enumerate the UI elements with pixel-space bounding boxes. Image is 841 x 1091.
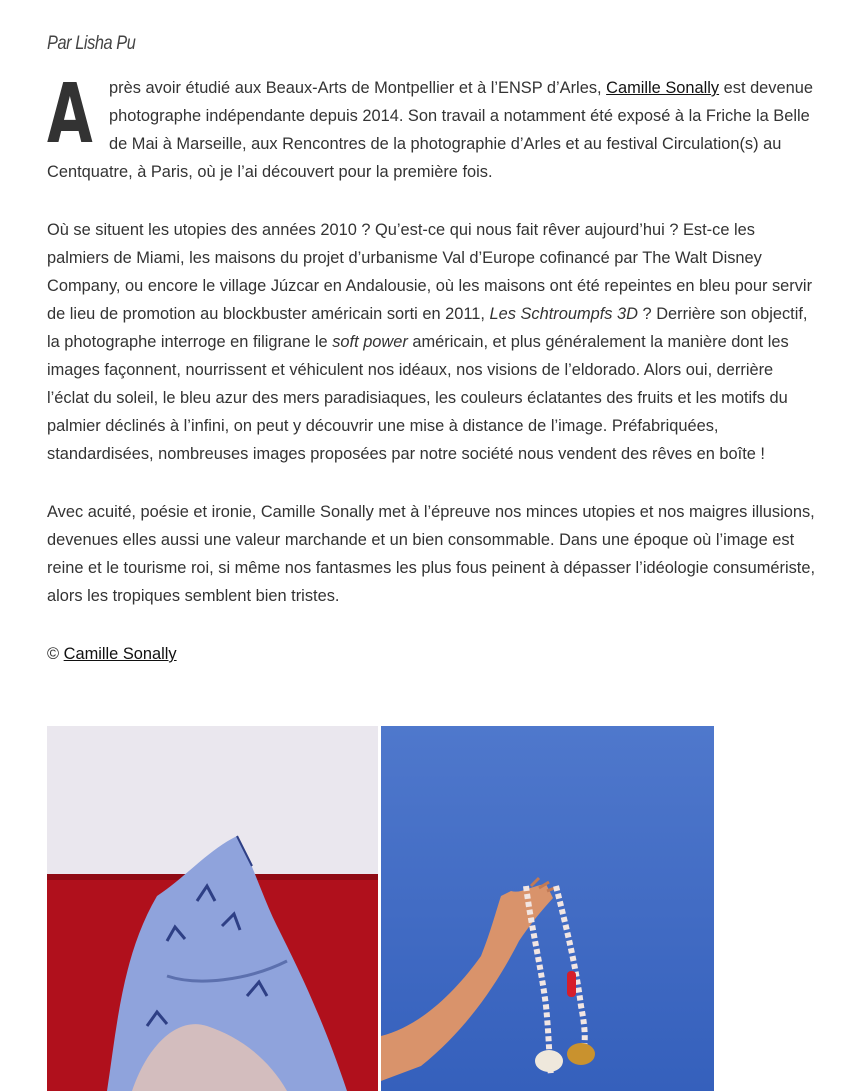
film-title: Les Schtroumpfs 3D (489, 305, 638, 323)
byline: Par Lisha Pu (47, 33, 136, 54)
photo-pearl-necklace[interactable] (381, 726, 714, 1091)
photo-credit (47, 640, 817, 668)
photo-gallery (47, 726, 714, 1091)
paragraph-intro (47, 67, 817, 186)
intro-text-after: est devenue photographe indépendante depuis 2014. Son travail a notamment été exposé à la Friche la Belle de Mai à Marseille, aux Rencontres de la photographie d’Arles et au festival Circulation(s) au Centquatre, à Paris, où je l’ai découvert pour la première fois. (47, 79, 813, 181)
copyright-symbol: © (47, 645, 60, 663)
utopias-text-b: ? Derrière son objectif, la photographe interroge en filigrane le (47, 305, 808, 351)
drop-cap: A (47, 67, 93, 162)
article-body (47, 67, 817, 698)
photo-palm-pillow[interactable] (47, 726, 378, 1091)
paragraph-utopias (47, 216, 817, 468)
utopias-text-c: américain, et plus généralement la manière dont les images façonnent, nourrissent et véhiculent nos idéaux, nos visions de l’eldorado. Alors oui, derrière l’éclat du soleil, le bleu azur des mers paradisiaques, les couleurs éclatantes des fruits et les motifs du palmier déclinés à l’infini, on peut y découvrir une mise à distance de l’image. Préfabriquées, standardisées, nombreuses images proposées par notre société nous vendent des rêves en boîte ! (47, 333, 789, 463)
credit-link[interactable]: Camille Sonally (63, 645, 177, 663)
paragraph-conclusion: Avec acuité, poésie et ironie, Camille Sonally met à l’épreuve nos minces utopies et nos maigres illusions, devenues elles aussi une valeur marchande et un bien consommable. Dans une époque où l’image est reine et le tourisme roi, si même nos fantasmes les plus fous peinent à dépasser l’idéologie consumériste, alors les tropiques semblent bien tristes. (47, 503, 816, 605)
utopias-text-a: Où se situent les utopies des années 2010 ? Qu’est-ce qui nous fait rêver aujourd’hui ? Est-ce les palmiers de Miami, les maisons du projet d’urbanisme Val d’Europe cofinancé par The Walt Disney Company, ou encore le village Júzcar en Andalousie, où les maisons ont été repeintes en bleu pour servir de lieu de promotion au blockbuster américain sorti en 2011, (47, 221, 813, 323)
soft-power-term: soft power (332, 333, 408, 351)
artist-link[interactable]: Camille Sonally (606, 79, 720, 97)
intro-text-before: près avoir étudié aux Beaux-Arts de Montpellier et à l’ENSP d’Arles, (109, 79, 607, 97)
